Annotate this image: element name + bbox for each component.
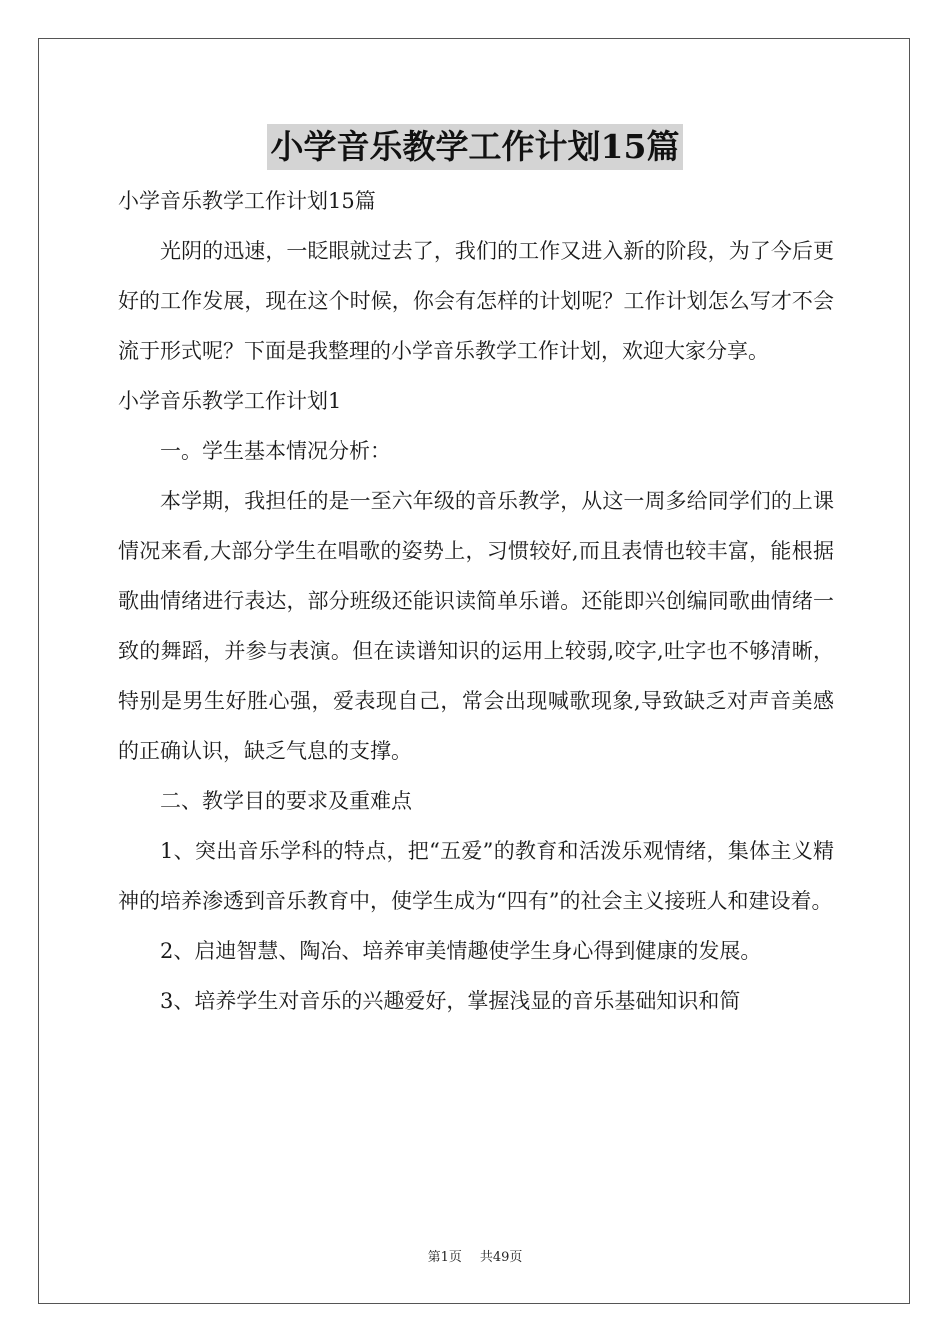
- body-paragraph-2: 1、突出音乐学科的特点，把“五爱”的教育和活泼乐观情绪，集体主义精神的培养渗透到音乐教育中，使学生成为“四有”的社会主义接班人和建设着。: [118, 839, 834, 913]
- subsection-heading-1: 一。学生基本情况分析：: [160, 439, 391, 463]
- document-subtitle: 小学音乐教学工作计划15篇: [118, 189, 376, 213]
- page-total: 共49页: [479, 1250, 523, 1265]
- page-footer: [0, 1246, 950, 1265]
- subsection-heading-2: 二、教学目的要求及重难点: [160, 789, 412, 813]
- document-body: [118, 176, 834, 1026]
- title-container: [0, 124, 950, 170]
- body-paragraph-4: 3、培养学生对音乐的兴趣爱好，掌握浅显的音乐基础知识和简: [160, 989, 741, 1013]
- section-heading: 小学音乐教学工作计划1: [118, 389, 342, 413]
- intro-paragraph: 光阴的迅速，一眨眼就过去了，我们的工作又进入新的阶段，为了今后更好的工作发展，现在这个时候，你会有怎样的计划呢？工作计划怎么写才不会流于形式呢？下面是我整理的小学音乐教学工作计划，欢迎大家分享。: [118, 239, 834, 363]
- document-title: 小学音乐教学工作计划15篇: [267, 124, 684, 170]
- body-paragraph-1: 本学期，我担任的是一至六年级的音乐教学，从这一周多给同学们的上课情况来看,大部分学生在唱歌的姿势上，习惯较好,而且表情也较丰富，能根据歌曲情绪进行表达，部分班级还能识读简单乐谱。还能即兴创编同歌曲情绪一致的舞蹈，并参与表演。但在读谱知识的运用上较弱,咬字,吐字也不够清晰，特别是男生好胜心强，爱表现自己，常会出现喊歌现象,导致缺乏对声音美感的正确认识，缺乏气息的支撑。: [118, 489, 834, 763]
- page-number: 第1页: [427, 1250, 462, 1265]
- body-paragraph-3: 2、启迪智慧、陶冶、培养审美情趣使学生身心得到健康的发展。: [160, 939, 762, 963]
